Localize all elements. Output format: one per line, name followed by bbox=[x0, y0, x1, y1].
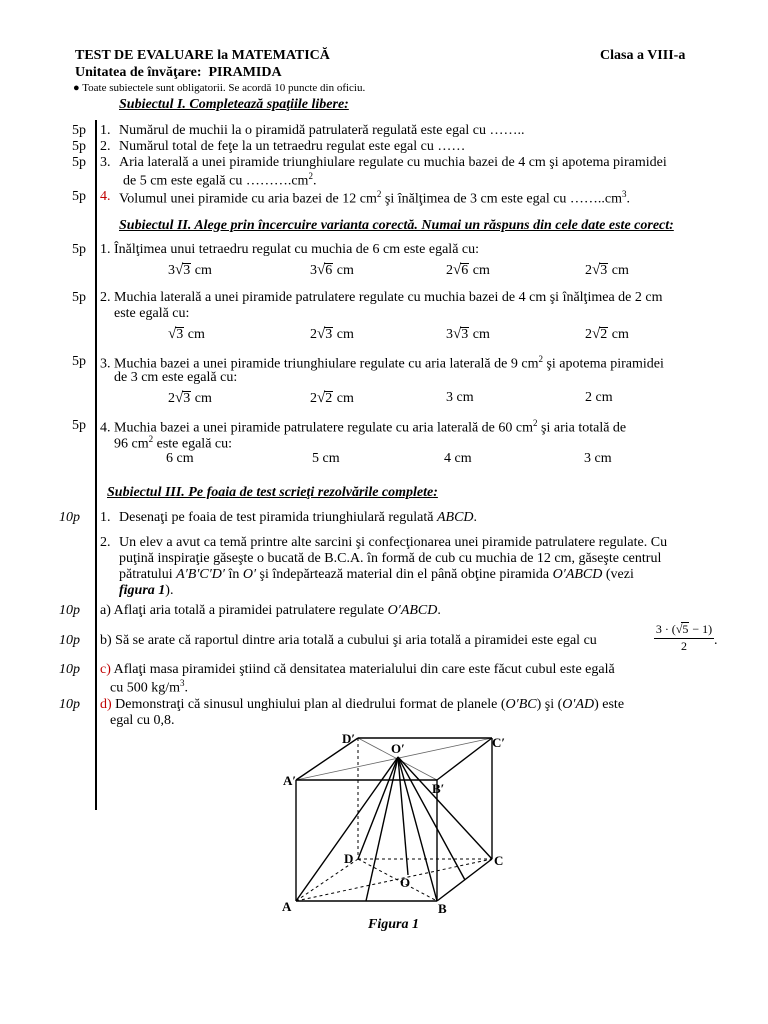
item-number: 1. bbox=[100, 123, 111, 138]
points: 10p bbox=[59, 697, 80, 712]
q3-option-4[interactable]: 2 cm bbox=[585, 390, 613, 405]
q4-option-4[interactable]: 3 cm bbox=[584, 451, 612, 466]
item-text: Aria laterală a unei piramide triunghiulare regulate cu muchia bazei de 4 cm şi apotema piramidei bbox=[119, 155, 667, 170]
pyramid-name: ABCD bbox=[436, 510, 474, 525]
s3-item-b: 10p b) Să se arate că raportul dintre aria totală a cubului şi aria totală a piramidei este egal cu bbox=[59, 633, 597, 648]
q2-option-1[interactable]: √3 cm bbox=[168, 326, 205, 342]
note-text: Toate subiectele sunt obligatorii. Se acordă 10 puncte din oficiu. bbox=[82, 82, 366, 94]
points: 10p bbox=[59, 510, 80, 525]
s2-question-4 bbox=[72, 418, 627, 436]
label-O: O bbox=[400, 875, 411, 890]
q1-option-4[interactable]: 2√3 cm bbox=[585, 262, 629, 278]
q3-option-3[interactable]: 3 cm bbox=[446, 390, 474, 405]
points: 5p bbox=[72, 290, 86, 305]
label-D1: D′ bbox=[342, 731, 356, 746]
bullet-icon: ● bbox=[73, 82, 80, 94]
label-B1: B′ bbox=[432, 781, 445, 796]
label-B: B bbox=[438, 901, 447, 916]
subject-3-title: Subiectul III. Pe foaia de test scrieţi rezolvările complete: bbox=[107, 485, 438, 500]
edge-O1D bbox=[358, 757, 398, 859]
q3-text-cont: de 3 cm este egală cu: bbox=[114, 370, 238, 385]
superscript: 2 bbox=[308, 171, 313, 181]
q4-option-1[interactable]: 6 cm bbox=[166, 451, 194, 466]
unit-line bbox=[75, 65, 282, 81]
points: 10p bbox=[59, 662, 80, 677]
q4-option-2[interactable]: 5 cm bbox=[312, 451, 340, 466]
cube-pyramid-figure bbox=[280, 725, 520, 940]
s3-item-2 bbox=[100, 535, 668, 551]
label-O1: O′ bbox=[391, 741, 405, 756]
question-text: 4. Muchia bazei a unei piramide patrulatere regulate cu aria laterală de 60 cm bbox=[100, 420, 534, 436]
points: 5p bbox=[72, 418, 86, 433]
s2-question-3 bbox=[72, 354, 664, 372]
item-text: Desenaţi pe foaia de test piramida triunghiulară regulată bbox=[119, 510, 437, 525]
item-number: 2. bbox=[100, 535, 111, 550]
s3-item-c-cont: cu 500 $kg/m^3$. bbox=[110, 678, 188, 696]
period: . bbox=[626, 191, 631, 207]
item-text: Numărul de muchii la o piramidă patrulateră regulată este egal cu …….. bbox=[119, 123, 525, 138]
points: 10p bbox=[59, 603, 80, 618]
hidden-DB bbox=[358, 859, 437, 901]
points: 5p bbox=[72, 139, 86, 154]
superscript: 2 bbox=[538, 354, 543, 364]
points: 5p bbox=[72, 189, 86, 204]
s3-item-2-line-2: puţină inspiraţie găseşte o bucată de B.C.A. în formă de cub cu muchia de 12 cm, găseşte centrul bbox=[119, 551, 662, 566]
label-C: C bbox=[494, 853, 504, 868]
superscript: 2 bbox=[533, 418, 538, 428]
q1-option-2[interactable]: 3√6 cm bbox=[310, 262, 354, 278]
q3-option-1[interactable]: 2√3 cm bbox=[168, 390, 212, 406]
s2-question-2 bbox=[72, 290, 663, 306]
s3-item-d-cont: egal cu 0,8. bbox=[110, 713, 175, 728]
superscript: 2 bbox=[376, 189, 382, 199]
s3-item-c: 10p c) Aflaţi masa piramidei ştiind că densitatea materialului din care este făcut cubul este egală bbox=[59, 662, 615, 677]
q2-text-cont: este egală cu: bbox=[114, 306, 190, 321]
item-line-1: Un elev a avut ca temă printre alte sarcini şi confecţionarea unei piramide patrulatere regulate. Cu bbox=[119, 535, 668, 550]
s3-item-1: 10p 1. Desenaţi pe foaia de test piramida triunghiulară regulată ABCD. bbox=[59, 510, 478, 525]
points: 10p bbox=[59, 633, 80, 648]
q2-option-3[interactable]: 3√3 cm bbox=[446, 326, 490, 342]
q1-option-3[interactable]: 2√6 cm bbox=[446, 262, 490, 278]
q4-option-3[interactable]: 4 cm bbox=[444, 451, 472, 466]
q2-option-2[interactable]: 2√3 cm bbox=[310, 326, 354, 342]
s3-item-d: 10p d) Demonstraţi că sinusul unghiului plan al diedrului format de planele (O′BC) şi (O′AD) este bbox=[59, 697, 625, 712]
points: 5p bbox=[72, 242, 86, 257]
margin-line bbox=[95, 120, 97, 810]
item-number: 4. bbox=[100, 189, 111, 204]
period: . bbox=[312, 173, 317, 189]
s2-question-1 bbox=[72, 242, 480, 258]
s3-item-2-line-4: figura 1). bbox=[119, 583, 174, 598]
s1-item-2 bbox=[72, 139, 466, 155]
unit-value: PIRAMIDA bbox=[208, 65, 282, 80]
hidden-AC bbox=[296, 859, 492, 901]
q3-option-2[interactable]: 2√2 cm bbox=[310, 390, 354, 406]
subject-1-title: Subiectul I. Completează spaţiile libere: bbox=[119, 97, 349, 112]
s3-item-a: 10p a) Aflaţi aria totală a piramidei patrulatere regulate O′ABCD. bbox=[59, 603, 441, 618]
subject-2-title: Subiectul II. Alege prin încercuire varianta corectă. Numai un răspuns din cele date este corect: bbox=[119, 218, 674, 233]
item-number: 2. bbox=[100, 139, 111, 154]
s3-item-2-line-3: pătratului A′B′C′D′ în O′ şi îndepărtează material din el până obţine piramida O′ABCD (vezi bbox=[119, 567, 634, 582]
test-title: TEST DE EVALUARE la MATEMATICĂ bbox=[75, 48, 330, 63]
question-text: 1. Înălţimea unui tetraedru regulat cu muchia de 6 cm este egală cu: bbox=[100, 242, 480, 257]
s1-item-3-cont bbox=[123, 171, 316, 190]
s1-item-3 bbox=[72, 155, 667, 171]
item-number: 1. bbox=[100, 510, 111, 525]
points: 5p bbox=[72, 123, 86, 138]
superscript: 3 bbox=[622, 189, 627, 199]
figure-caption: Figura 1 bbox=[368, 917, 419, 932]
question-text-b: şi apotema piramidei bbox=[542, 356, 664, 372]
question-text-b: şi aria totală de bbox=[537, 420, 627, 436]
question-text: 2. Muchia laterală a unei piramide patrulatere regulate cu muchia bazei de 4 cm şi înălţimea de 2 cm bbox=[100, 290, 663, 305]
class-label: Clasa a VIII-a bbox=[600, 48, 686, 63]
instructions-note bbox=[73, 82, 365, 94]
item-text: Volumul unei piramide cu aria bazei de 12 cm bbox=[119, 191, 377, 207]
item-text-cont: de 5 cm este egală cu ……….cm bbox=[123, 173, 309, 189]
ratio-fraction: $\frac{3 \cdot (√5 - 1)}{2}$ bbox=[655, 622, 713, 653]
q1-option-1[interactable]: 3√3 cm bbox=[168, 262, 212, 278]
label-D: D bbox=[344, 851, 354, 866]
label-A: A bbox=[282, 899, 292, 914]
points: 5p bbox=[72, 354, 86, 369]
q4-text-cont: 96 $cm^2$ este egală cu: bbox=[114, 434, 233, 452]
item-number: 3. bbox=[100, 155, 111, 170]
ratio-period: . bbox=[714, 633, 718, 648]
points: 5p bbox=[72, 155, 86, 170]
item-text-b: şi înălţimea de 3 cm este egal cu ……..cm bbox=[381, 191, 623, 207]
q2-option-4[interactable]: 2√2 cm bbox=[585, 326, 629, 342]
question-text: 3. Muchia bazei a unei piramide triunghiulare regulate cu aria laterală de 9 cm bbox=[100, 356, 539, 372]
item-text: Numărul total de feţe la un tetraedru regulat este egal cu …… bbox=[119, 139, 466, 154]
label-C1: C′ bbox=[492, 735, 506, 750]
label-A1: A′ bbox=[283, 773, 297, 788]
unit-label: Unitatea de învăţare: bbox=[75, 65, 202, 80]
s1-item-1 bbox=[72, 123, 525, 139]
